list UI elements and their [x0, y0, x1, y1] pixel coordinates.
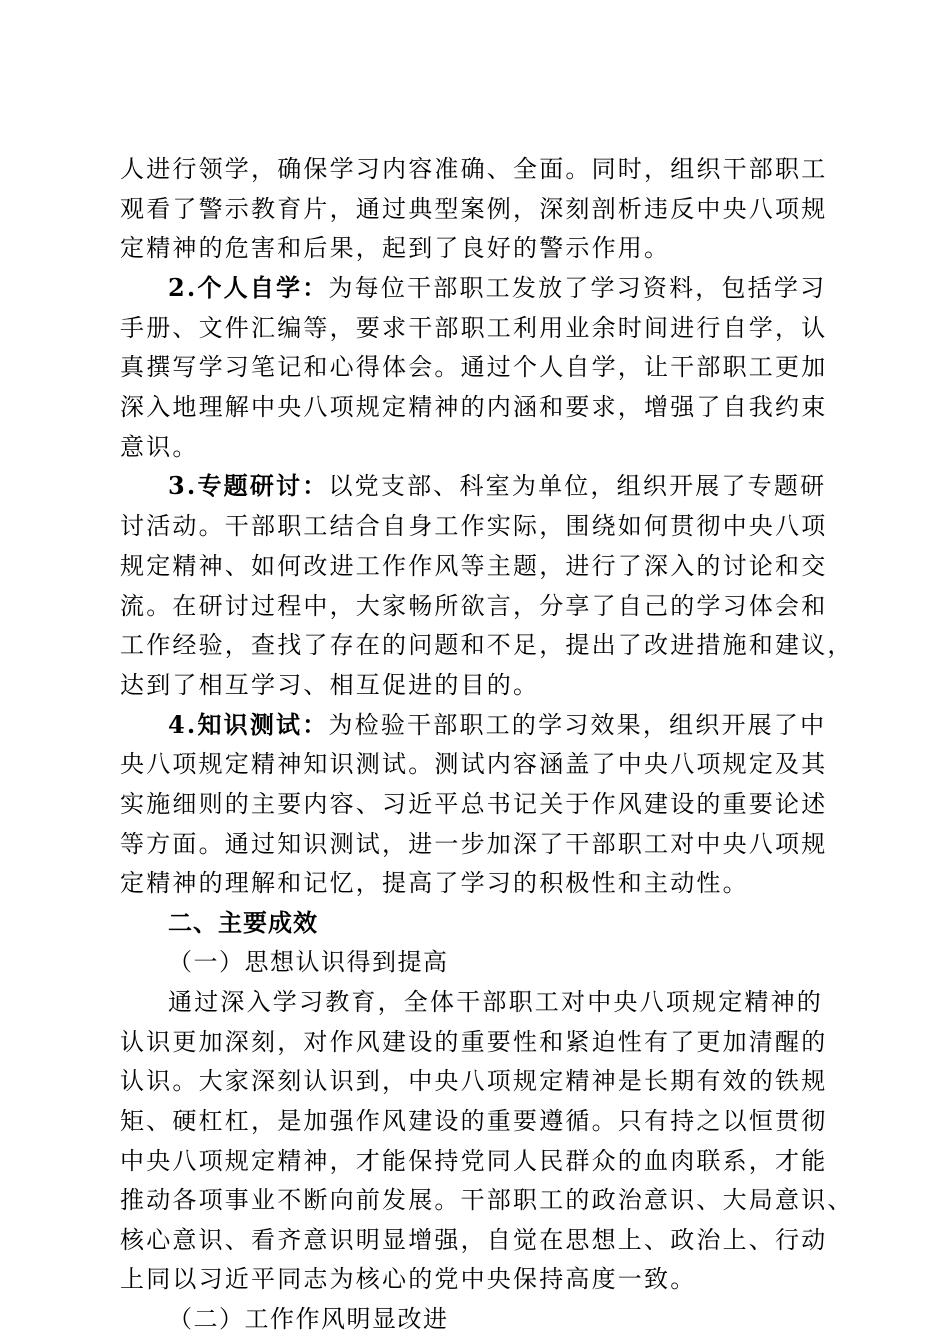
text-line: 深入地理解中央八项规定精神的内涵和要求，增强了自我约束 — [120, 393, 828, 421]
text-line: 手册、文件汇编等，要求干部职工利用业余时间进行自学，认 — [120, 314, 828, 342]
text-line: 矩、硬杠杠，是加强作风建设的重要遵循。只有持之以恒贯彻 — [120, 1107, 828, 1135]
subsection-heading: （二）工作作风明显改进 — [168, 1305, 449, 1333]
text-line: 流。在研讨过程中，大家畅所欲言，分享了自己的学习体会和 — [120, 592, 828, 620]
item2-text: 为每位干部职工发放了学习资料，包括学习 — [328, 274, 827, 302]
item3-label: 3.专题研讨： — [168, 471, 329, 500]
item3-text: 以党支部、科室为单位，组织开展了专题研 — [328, 472, 827, 500]
text-line: 讨活动。干部职工结合自身工作实际，围绕如何贯彻中央八项 — [120, 512, 828, 540]
item4-text: 为检验干部职工的学习效果，组织开展了中 — [328, 711, 827, 739]
text-line: 规定精神、如何改进工作作风等主题，进行了深入的讨论和交 — [120, 552, 828, 580]
text-line: 核心意识、看齐意识明显增强，自觉在思想上、政治上、行动 — [120, 1226, 828, 1254]
item2-label: 2.个人自学： — [168, 273, 329, 302]
text-line: 央八项规定精神知识测试。测试内容涵盖了中央八项规定及其 — [120, 750, 828, 778]
text-line: 通过深入学习教育，全体干部职工对中央八项规定精神的 — [168, 988, 823, 1016]
text-line: 推动各项事业不断向前发展。干部职工的政治意识、大局意识、 — [120, 1186, 854, 1214]
text-line: 实施细则的主要内容、习近平总书记关于作风建设的重要论述 — [120, 790, 828, 818]
text-line: 定精神的理解和记忆，提高了学习的积极性和主动性。 — [120, 869, 749, 897]
text-line: 上同以习近平同志为核心的党中央保持高度一致。 — [120, 1265, 697, 1293]
text-line: 认识更加深刻，对作风建设的重要性和紧迫性有了更加清醒的 — [120, 1028, 828, 1056]
text-line: 达到了相互学习、相互促进的目的。 — [120, 671, 540, 699]
text-line: 认识。大家深刻认识到，中央八项规定精神是长期有效的铁规 — [120, 1067, 828, 1095]
item4-first-line — [168, 708, 878, 742]
subsection-heading: （一）思想认识得到提高 — [168, 948, 449, 976]
text-line: 定精神的危害和后果，起到了良好的警示作用。 — [120, 234, 671, 262]
text-line: 意识。 — [120, 433, 199, 461]
section-heading: 二、主要成效 — [168, 908, 318, 937]
text-line: 中央八项规定精神，才能保持党同人民群众的血肉联系，才能 — [120, 1147, 828, 1175]
item2-first-line — [168, 271, 878, 305]
text-line: 人进行领学，确保学习内容准确、全面。同时，组织干部职工 — [120, 155, 828, 183]
text-line: 真撰写学习笔记和心得体会。通过个人自学，让干部职工更加 — [120, 353, 828, 381]
item3-first-line — [168, 469, 878, 503]
text-line: 工作经验，查找了存在的问题和不足，提出了改进措施和建议， — [120, 631, 854, 659]
text-line: 等方面。通过知识测试，进一步加深了干部职工对中央八项规 — [120, 830, 828, 858]
item4-label: 4.知识测试： — [168, 710, 329, 739]
text-line: 观看了警示教育片，通过典型案例，深刻剖析违反中央八项规 — [120, 195, 828, 223]
